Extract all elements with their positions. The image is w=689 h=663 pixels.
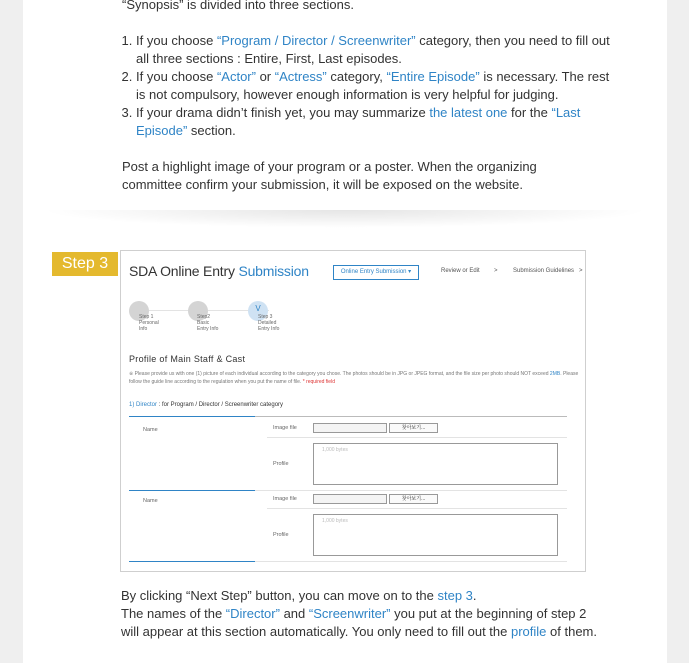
intro-text: “Synopsis” is divided into three sections.: [122, 0, 354, 12]
section-title: Profile of Main Staff & Cast: [129, 354, 246, 364]
step-badge: Step 3: [52, 252, 118, 276]
profile-textarea[interactable]: 1,000 bytes: [313, 514, 558, 556]
profile-label: Profile: [273, 461, 289, 467]
bottom-text: [121, 587, 597, 641]
category-heading: 1) Director : for Program / Director / Screenwriter category: [129, 402, 284, 408]
divider: [255, 490, 567, 491]
step-label: Step 1 Personal Info: [139, 314, 159, 332]
notice-text: ※ Please provide us with one (1) picture of each individual according to the category you chose. The photos should be in JPG or JPEG format, and the file size per photo should NOT exceed 2MB. Please follow the guide line according to the regulation when you put the name of file. * required field: [129, 371, 579, 385]
name-label: Name: [143, 498, 158, 504]
profile-textarea[interactable]: 1,000 bytes: [313, 443, 558, 485]
profile-label: Profile: [273, 532, 289, 538]
check-icon: V: [255, 304, 261, 313]
names-text: The names of the “Director” and “Screenwriter” you put at the beginning of step 2 will appear at this section automatically. You only need to fill out the profile of them.: [121, 606, 597, 639]
divider-shadow: [40, 210, 650, 228]
chevron-right-icon: >: [494, 268, 498, 274]
review-edit-link[interactable]: Review or Edit: [441, 268, 480, 274]
divider: [255, 416, 567, 417]
divider: [267, 437, 567, 438]
site-logo: SDA Online Entry Submission: [129, 263, 309, 279]
divider: [267, 508, 567, 509]
list-item: 3. If your drama didn’t finish yet, you may summarize the latest one for the “Last Episode” section.: [136, 104, 620, 140]
image-file-label: Image file: [273, 425, 297, 431]
post-highlight-text: Post a highlight image of your program or a poster. When the organizing committee confirm your submission, it will be exposed on the website.: [122, 159, 537, 192]
next-step-text: By clicking “Next Step” button, you can move on to the step 3.: [121, 588, 477, 603]
divider: [255, 561, 567, 562]
list-item: 1. If you choose “Program / Director / Screenwriter” category, then you need to fill out all three sections : Entire, First, Last episodes.: [136, 32, 620, 68]
image-file-input[interactable]: [313, 423, 387, 433]
embedded-screenshot: [120, 250, 586, 572]
instruction-list: [104, 32, 620, 140]
divider: [129, 490, 255, 491]
category-highlight: “Program / Director / Screenwriter”: [216, 33, 416, 48]
entry-dropdown[interactable]: Online Entry Submission ▾: [333, 265, 419, 280]
guidelines-link[interactable]: Submission Guidelines: [513, 268, 575, 274]
chevron-right-icon: >: [579, 268, 583, 274]
image-file-input[interactable]: [313, 494, 387, 504]
browse-button[interactable]: 찾아보기...: [389, 494, 438, 504]
list-item: 2. If you choose “Actor” or “Actress” category, “Entire Episode” is necessary. The rest is not compulsory, however enough information is very helpful for judging.: [136, 68, 620, 104]
step-label: Step 3 Detailed Entry Info: [258, 314, 280, 332]
step-label: Step2 Basic Entry Info: [197, 314, 219, 332]
divider: [129, 561, 255, 562]
name-label: Name: [143, 427, 158, 433]
browse-button[interactable]: 찾아보기...: [389, 423, 438, 433]
image-file-label: Image file: [273, 496, 297, 502]
divider: [129, 416, 255, 417]
